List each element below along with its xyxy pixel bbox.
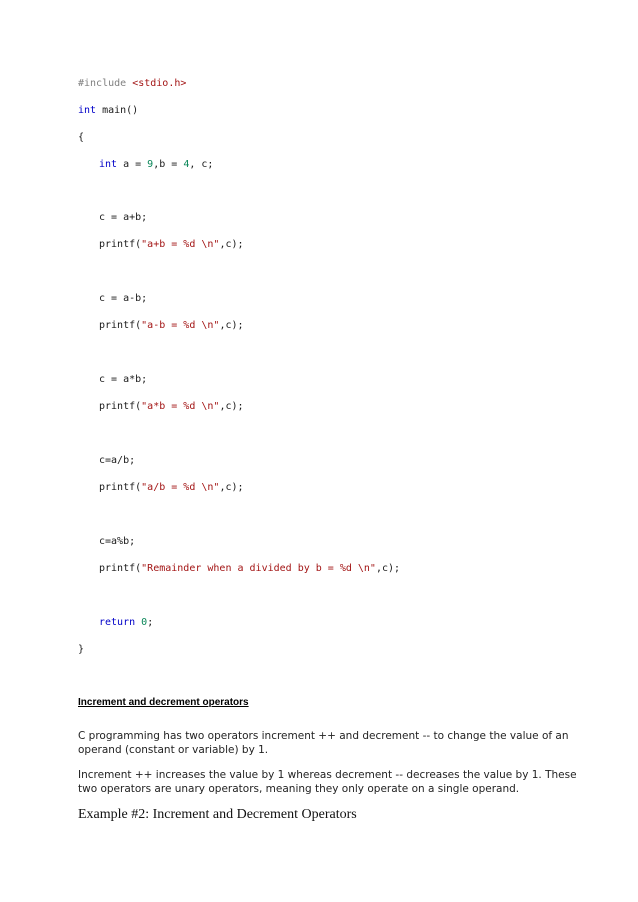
printf-args: ,c);: [219, 401, 244, 412]
include-header: <stdio.h>: [132, 78, 187, 89]
example-title: Example #2: Increment and Decrement Operators: [78, 807, 357, 822]
code-line-mul: c = a*b;: [99, 374, 148, 385]
code-line-close-brace: }: [78, 644, 85, 655]
code-line-printf-mod: [99, 562, 400, 575]
decl-type: int: [99, 159, 118, 170]
return-keyword: return: [99, 617, 136, 628]
printf-args: ,c);: [219, 320, 244, 331]
code-line-printf-mul: [99, 400, 244, 413]
decl-number: 4: [183, 159, 190, 170]
printf-call: printf(: [99, 563, 142, 574]
code-line-sub: c = a-b;: [99, 293, 148, 304]
include-directive: #include: [78, 78, 127, 89]
code-line-printf-add: [99, 238, 244, 251]
paragraph-intro: C programming has two operators increment ++ and decrement -- to change the value of an operand (constant or variable) by 1.: [78, 730, 569, 756]
code-line-printf-sub: [99, 319, 244, 332]
format-string: "a/b = %d \n": [141, 482, 220, 493]
main-return-type: int: [78, 105, 97, 116]
section-heading: Increment and decrement operators: [78, 697, 249, 708]
printf-call: printf(: [99, 482, 142, 493]
decl-part: a =: [117, 159, 148, 170]
format-string: "Remainder when a divided by b = %d \n": [141, 563, 376, 574]
main-signature: main(): [96, 105, 139, 116]
code-line-add: c = a+b;: [99, 212, 148, 223]
return-semicolon: ;: [147, 617, 154, 628]
code-line-include: [78, 77, 186, 90]
return-value: 0: [141, 617, 148, 628]
code-line-main: [78, 104, 138, 117]
format-string: "a+b = %d \n": [141, 239, 220, 250]
printf-args: ,c);: [375, 563, 401, 574]
printf-call: printf(: [99, 239, 142, 250]
code-line-mod: c=a%b;: [99, 536, 136, 547]
code-line-div: c=a/b;: [99, 455, 136, 466]
decl-number: 9: [147, 159, 154, 170]
code-line-declaration: [99, 158, 213, 171]
format-string: "a*b = %d \n": [141, 401, 220, 412]
code-line-open-brace: {: [78, 132, 85, 143]
format-string: "a-b = %d \n": [141, 320, 220, 331]
paragraph-details: Increment ++ increases the value by 1 whereas decrement -- decreases the value by 1. These two operators are unary operators, meaning they only operate on a single operand.: [78, 769, 577, 795]
code-line-printf-div: [99, 481, 244, 494]
printf-args: ,c);: [219, 482, 244, 493]
printf-args: ,c);: [219, 239, 244, 250]
decl-part: ,b =: [153, 159, 184, 170]
decl-part: , c;: [189, 159, 214, 170]
printf-call: printf(: [99, 320, 142, 331]
printf-call: printf(: [99, 401, 142, 412]
code-line-return: [99, 616, 153, 629]
